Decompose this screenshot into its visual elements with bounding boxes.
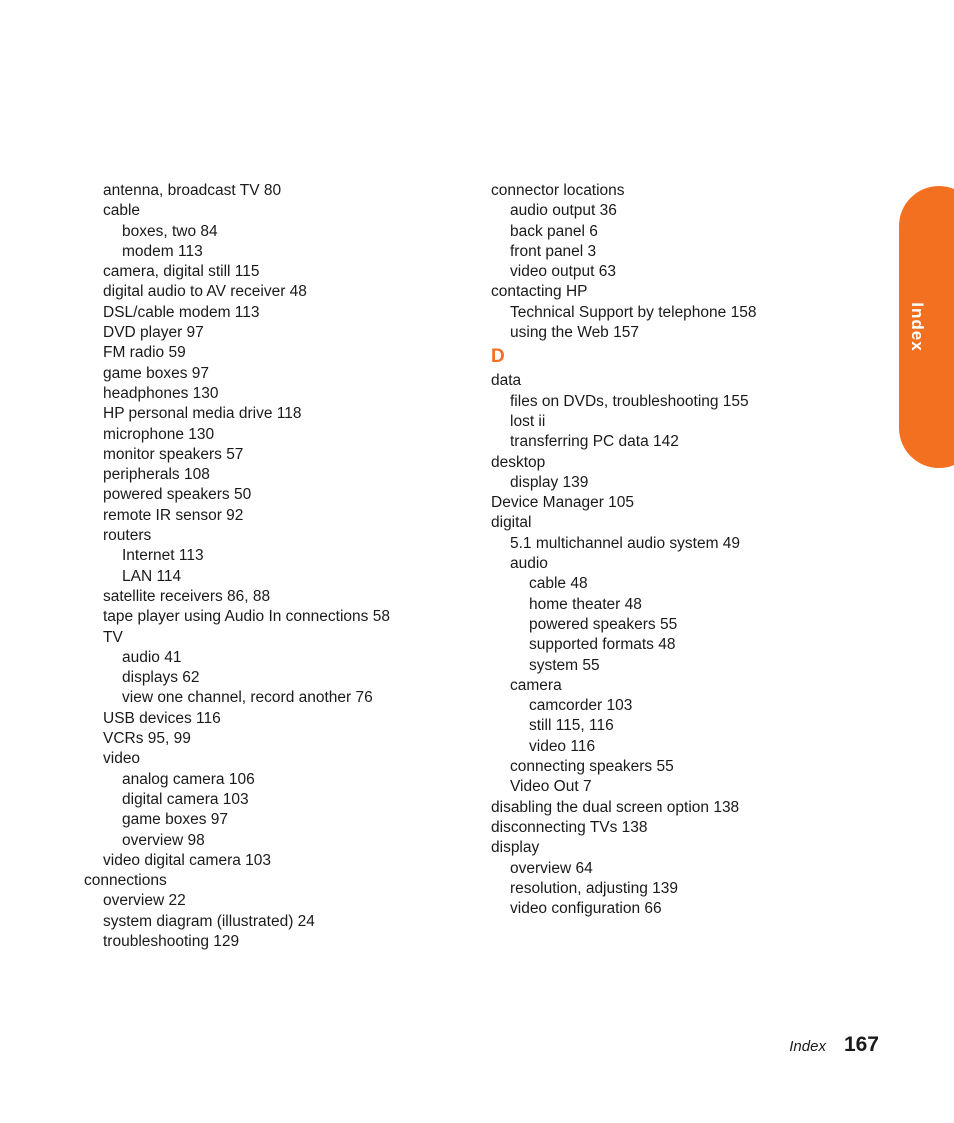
index-entry: monitor speakers 57 xyxy=(103,445,244,463)
index-entry: connector locations xyxy=(491,182,625,199)
index-entry: DSL/cable modem 113 xyxy=(103,303,260,321)
index-entry: Technical Support by telephone 158 xyxy=(510,303,757,321)
index-entry: cable 48 xyxy=(529,575,588,593)
index-entry: digital audio to AV receiver 48 xyxy=(103,283,307,301)
index-entry: satellite receivers 86, 88 xyxy=(103,587,271,605)
index-entry: Video Out 7 xyxy=(510,778,592,796)
index-entry: FM radio 59 xyxy=(103,344,186,362)
index-column-right xyxy=(491,181,891,919)
index-entry: audio 41 xyxy=(122,648,182,666)
index-entry: front panel 3 xyxy=(510,242,597,260)
index-entry: remote IR sensor 92 xyxy=(103,506,244,524)
index-entry: using the Web 157 xyxy=(510,324,639,342)
index-entry: DVD player 97 xyxy=(103,324,204,342)
index-entry: system 55 xyxy=(529,656,600,674)
index-entry: overview 98 xyxy=(122,831,205,849)
index-entry: digital camera 103 xyxy=(122,790,249,808)
index-entry: contacting HP xyxy=(491,283,588,301)
index-entry: connections xyxy=(84,872,167,890)
index-entry: powered speakers 50 xyxy=(103,486,252,504)
index-entry: headphones 130 xyxy=(103,384,219,402)
index-entry: connecting speakers 55 xyxy=(510,758,674,776)
index-entry: display xyxy=(491,839,540,857)
index-entry: disconnecting TVs 138 xyxy=(491,818,648,836)
index-entry: home theater 48 xyxy=(529,595,642,613)
index-entry: lost ii xyxy=(510,412,546,430)
index-entry: system diagram (illustrated) 24 xyxy=(103,912,315,930)
index-entry: supported formats 48 xyxy=(529,636,676,654)
index-entry: overview 64 xyxy=(510,859,593,877)
page-footer xyxy=(789,1033,879,1057)
page-number: 167 xyxy=(843,1033,879,1056)
index-letter-heading: D xyxy=(491,346,505,368)
index-entry: analog camera 106 xyxy=(122,770,255,788)
index-entry: resolution, adjusting 139 xyxy=(510,879,679,897)
index-entry: Device Manager 105 xyxy=(491,494,635,512)
index-entry: Internet 113 xyxy=(122,547,204,565)
index-entry: peripherals 108 xyxy=(103,466,210,484)
index-entry: game boxes 97 xyxy=(122,811,228,829)
footer-section-label: Index xyxy=(789,1038,826,1055)
index-entry: view one channel, record another 76 xyxy=(122,689,373,707)
index-entry: transferring PC data 142 xyxy=(510,433,679,451)
index-entry: troubleshooting 129 xyxy=(103,932,240,950)
index-entry: USB devices 116 xyxy=(103,709,221,727)
index-entry: video digital camera 103 xyxy=(103,851,272,869)
index-entry: VCRs 95, 99 xyxy=(103,730,191,748)
index-entry: 5.1 multichannel audio system 49 xyxy=(510,534,741,552)
index-entry: routers xyxy=(103,527,152,545)
index-entry: game boxes 97 xyxy=(103,364,209,382)
index-entry: microphone 130 xyxy=(103,425,215,443)
index-entry: powered speakers 55 xyxy=(529,615,678,633)
index-entry: disabling the dual screen option 138 xyxy=(491,798,740,816)
index-entry: camera xyxy=(510,676,562,694)
index-entry: HP personal media drive 118 xyxy=(103,405,302,423)
index-entry: video 116 xyxy=(529,737,596,755)
index-entry: files on DVDs, troubleshooting 155 xyxy=(510,392,749,410)
index-entry: camera, digital still 115 xyxy=(103,263,260,281)
side-tab-label: Index xyxy=(908,302,927,352)
index-entry: antenna, broadcast TV 80 xyxy=(103,182,282,199)
index-entry: TV xyxy=(103,628,123,646)
index-entry: tape player using Audio In connections 58 xyxy=(103,608,390,626)
index-entry: displays 62 xyxy=(122,669,200,687)
index-entry: back panel 6 xyxy=(510,222,598,240)
index-entry: video configuration 66 xyxy=(510,900,662,918)
index-entry: display 139 xyxy=(510,473,589,491)
index-entry: still 115, 116 xyxy=(529,717,614,735)
index-entry: desktop xyxy=(491,453,546,471)
index-entry: LAN 114 xyxy=(122,567,182,585)
index-entry: data xyxy=(491,372,522,390)
index-entry: audio output 36 xyxy=(510,202,617,220)
index-entry: video xyxy=(103,750,141,768)
index-entry: audio xyxy=(510,555,548,573)
index-entry: camcorder 103 xyxy=(529,697,633,715)
index-entry: modem 113 xyxy=(122,242,203,260)
index-column-left xyxy=(84,181,474,952)
index-entry: digital xyxy=(491,514,532,532)
index-entry: cable xyxy=(103,202,141,220)
index-entry: video output 63 xyxy=(510,263,617,281)
index-entry: overview 22 xyxy=(103,892,186,910)
index-entry: boxes, two 84 xyxy=(122,222,218,240)
